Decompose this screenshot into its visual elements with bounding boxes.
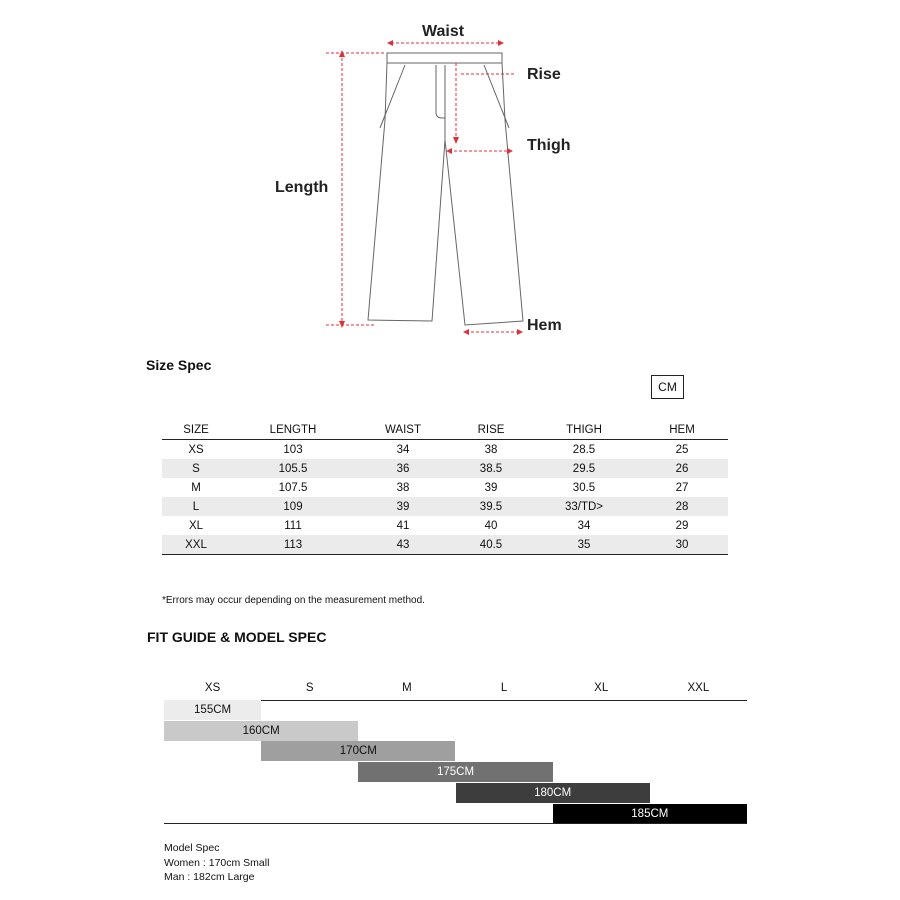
pants-outline [368,53,523,325]
fit-bar-155cm: 155CM [164,700,261,720]
size-spec-table [162,421,728,555]
table-cell: 30 [636,535,728,555]
table-row [162,440,728,460]
fit-size-label: S [305,682,314,694]
table-cell: XS [188,443,204,456]
table-cell: 28.5 [572,443,596,456]
table-cell: 33/TD> [532,497,636,516]
size-spec-title: Size Spec [146,357,212,373]
table-cell: 36 [356,459,450,478]
table-cell: 38.5 [450,459,532,478]
waist-label: Waist [422,23,465,40]
column-header: WAIST [356,421,450,440]
fit-size-label: XXL [687,682,710,694]
measurement-note: *Errors may occur depending on the measurement method. [162,595,425,606]
table-cell: 107.5 [278,481,308,494]
table-row [162,459,728,478]
fit-divider [164,823,747,824]
column-header: THIGH [532,421,636,440]
column-header: HEM [636,421,728,440]
fit-bar-180cm: 180CM [456,783,650,803]
table-cell: XXL [162,535,230,555]
table-cell: 38 [396,481,410,494]
table-cell: 35 [532,535,636,555]
table-header-row [162,421,728,440]
table-row [162,497,728,516]
measurement-lines [326,43,520,332]
model-spec-title: Model Spec [164,842,220,854]
table-cell: 43 [356,535,450,555]
fit-size-label: L [500,682,508,694]
pants-measurement-diagram [0,0,900,345]
table-cell: 105.5 [230,459,356,478]
table-cell: S [162,459,230,478]
table-row [162,478,728,497]
fit-size-header [164,682,747,701]
column-header: SIZE [162,421,230,440]
table-cell: 28 [636,497,728,516]
table-cell: 40.5 [450,535,532,555]
table-cell: 29.5 [532,459,636,478]
table-row [162,516,728,535]
table-cell: M [191,481,201,494]
column-header: RISE [450,421,532,440]
fit-size-label: M [402,682,412,694]
table-cell: 30.5 [572,481,596,494]
fit-bar-185cm: 185CM [553,804,747,824]
table-cell: 41 [396,519,410,532]
fit-size-label: XL [594,682,609,694]
fit-size-label: XS [204,682,221,694]
table-cell: 103 [283,443,303,456]
model-spec-women: Women : 170cm Small [164,856,270,869]
table-cell: 113 [230,535,356,555]
table-cell: 34 [396,443,410,456]
fit-guide-title: FIT GUIDE & MODEL SPEC [147,629,327,645]
table-cell: L [162,497,230,516]
table-cell: 29 [675,519,689,532]
fit-bar-175cm: 175CM [358,762,552,782]
measurement-arrowheads [339,40,523,335]
table-row [162,535,728,555]
model-spec-man: Man : 182cm Large [164,871,255,883]
table-cell: 26 [636,459,728,478]
thigh-label: Thigh [527,137,571,154]
fit-bar-160cm: 160CM [164,721,358,741]
hem-label: Hem [527,317,562,334]
table-cell: XL [188,519,204,532]
table-cell: 39.5 [450,497,532,516]
table-cell: 27 [675,481,689,494]
model-spec [164,841,269,885]
column-header: LENGTH [230,421,356,440]
fit-bar-170cm: 170CM [261,741,455,761]
table-cell: 111 [284,519,302,532]
table-cell: 38 [484,443,498,456]
table-cell: 25 [675,443,689,456]
table-cell: 34 [577,519,591,532]
rise-label: Rise [527,66,561,83]
table-cell: 39 [356,497,450,516]
length-label: Length [275,179,329,196]
table-cell: 40 [484,519,498,532]
table-cell: 39 [484,481,498,494]
unit-badge: CM [651,375,684,399]
table-cell: 109 [230,497,356,516]
